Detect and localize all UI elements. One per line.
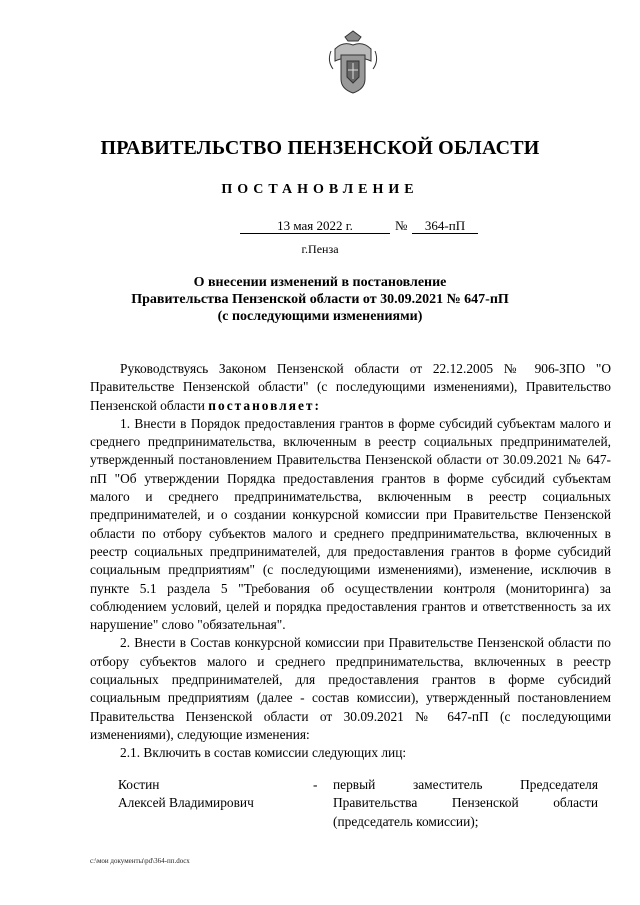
document-date: 13 мая 2022 г. (240, 218, 390, 234)
member-name (118, 776, 298, 813)
paragraph-2: 2. Внести в Состав конкурсной комиссии при Правительстве Пензенской области по отбору субъектов малого и среднего предпринимательства, включенных в реестр социальных предпринимателей, для предоставления грантов в форме субсидий социальным предприятиям (далее - состав комиссии), утвержденный постановлением Правительства Пензенской области от 30.09.2021 № 647-пП (с последующими изменениями), следующие изменения: (90, 635, 611, 742)
preamble-text: Руководствуясь Законом Пензенской области от 22.12.2005 № 906-ЗПО "О Правительстве Пензенской области" (с последующими изменениями), Правительство Пензенской области (90, 361, 611, 413)
document-number: 364-пП (412, 218, 478, 234)
coat-of-arms-icon (325, 27, 381, 99)
subject-heading (100, 274, 540, 325)
decree-word: постановляет: (208, 397, 321, 413)
subject-line: О внесении изменений в постановление (193, 275, 447, 290)
number-sign: № (395, 218, 408, 233)
government-title: ПРАВИТЕЛЬСТВО ПЕНЗЕНСКОЙ ОБЛАСТИ (100, 137, 540, 159)
preamble-paragraph (90, 360, 611, 415)
file-path-footer: c:\мои документы\pd\364-пп.docx (90, 857, 190, 865)
document-type: ПОСТАНОВЛЕНИЕ (221, 182, 419, 197)
paragraph-1: 1. Внести в Порядок предоставления грантов в форме субсидий субъектам малого и среднего предпринимательства, включенным в реестр социальных предпринимателей, утвержденный постановлением Правительства Пензенской области от 30.09.2021 № 647-пП "Об утверждении Порядка предоставления грантов в форме субсидий субъектам малого и среднего предпринимательства, включенным в реестр социальных предпринимателей, и о создании конкурсной комиссии при Правительстве Пензенской области по отбору субъектов малого и среднего предпринимательства, включенных в реестр социальных предпринимателей, для предоставления грантов в форме субсидий социальным предприятиям" (с последующими изменениями), изменение, исключив в пункте 5.1 раздела 5 "Требования об осуществлении контроля (мониторинга) за соблюдением условий, целей и порядка предоставления грантов и ответственность за их нарушение" слово "обязательная". (90, 415, 611, 633)
paragraph-2-1: 2.1. Включить в состав комиссии следующих лиц: (120, 745, 407, 761)
document-body (90, 360, 611, 763)
subject-line: (с последующими изменениями) (217, 309, 423, 324)
member-position: первый заместитель Председателя Правительства Пензенской области (председатель комиссии); (333, 777, 598, 829)
member-dash: - (313, 777, 318, 792)
city: г.Пенза (301, 242, 339, 256)
member-surname: Костин (118, 777, 160, 792)
subject-line: Правительства Пензенской области от 30.09.2021 № 647-пП (131, 292, 509, 307)
member-given-names: Алексей Владимирович (118, 795, 254, 811)
